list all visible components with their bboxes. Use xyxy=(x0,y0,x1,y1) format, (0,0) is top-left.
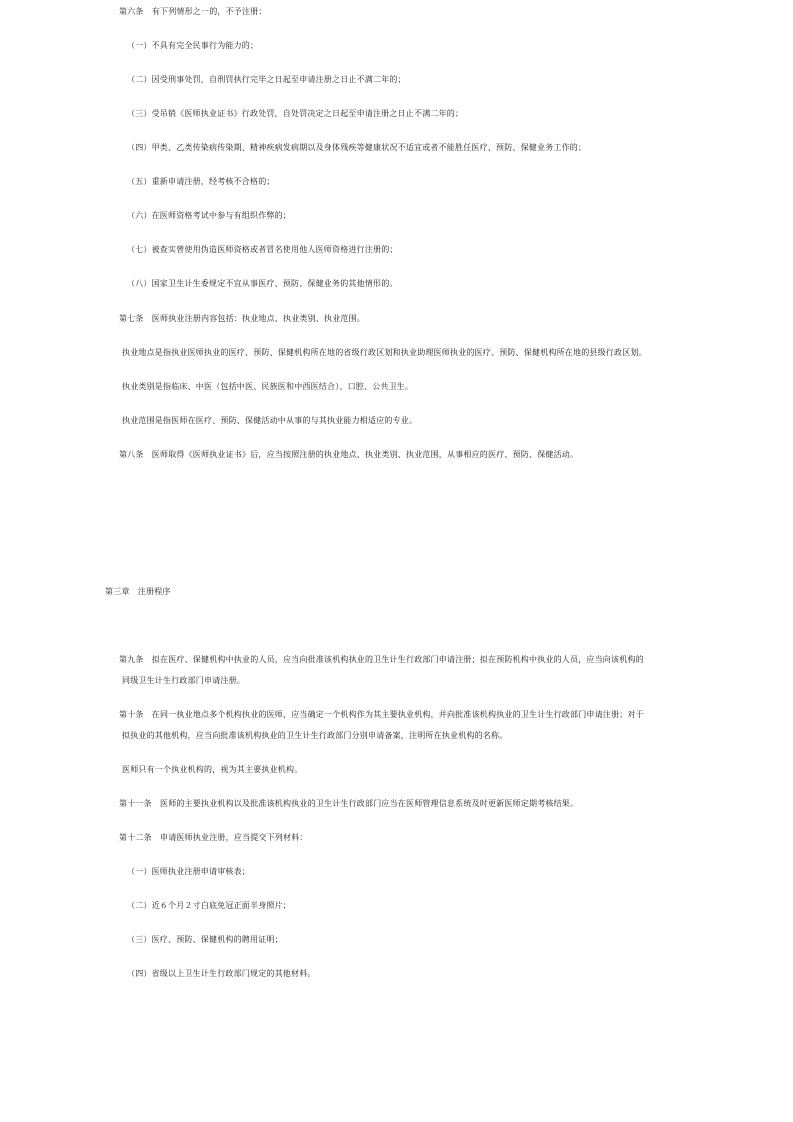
article-12-heading: 第十二条 申请医师执业注册，应当提交下列材料： xyxy=(119,833,308,842)
chapter-3-title: 第三章 注册程序 xyxy=(105,587,171,596)
article-7-heading: 第七条 医师执业注册内容包括：执业地点、执业类别、执业范围。 xyxy=(119,314,365,323)
article-11-heading: 第十一条 医师的主要执业机构以及批准该机构执业的卫生计生行政部门应当在医师管理信息系统及时更新医师定期考核结果。 xyxy=(119,799,579,808)
article-12-item-4: （四）省级以上卫生计生行政部门规定的其他材料。 xyxy=(127,969,316,978)
article-10-line-1: 第十条 在同一执业地点多个机构执业的医师，应当确定一个机构作为其主要执业机构，并向批准该机构执业的卫生计生行政部门申请注册；对于 xyxy=(119,710,644,719)
article-6-item-3: （三）受吊销《医师执业证书》行政处罚，自处罚决定之日起至申请注册之日止不满二年的； xyxy=(127,109,464,118)
article-7-para-2: 执业类别是指临床、中医（包括中医、民族医和中西医结合）、口腔、公共卫生。 xyxy=(122,382,414,391)
article-9-line-2: 同级卫生计生行政部门申请注册。 xyxy=(122,676,245,685)
article-12-item-1: （一）医师执业注册申请审核表； xyxy=(127,867,250,876)
article-10-line-2: 拟执业的其他机构，应当向批准该机构执业的卫生计生行政部门分别申请备案，注明所在执业机构的名称。 xyxy=(122,731,508,740)
article-7-para-3: 执业范围是指医师在医疗、预防、保健活动中从事的与其执业能力相适应的专业。 xyxy=(122,416,418,425)
article-6-item-4: （四）甲类、乙类传染病传染期、精神疾病发病期以及身体残疾等健康状况不适宜或者不能胜任医疗、预防、保健业务工作的； xyxy=(127,143,587,152)
article-6-item-5: （五）重新申请注册，经考核不合格的； xyxy=(127,177,275,186)
article-6-item-6: （六）在医师资格考试中参与有组织作弊的； xyxy=(127,211,291,220)
article-6-item-8: （八）国家卫生计生委规定不宜从事医疗、预防、保健业务的其他情形的。 xyxy=(127,279,398,288)
article-12-item-2: （二）近６个月２寸白底免冠正面半身照片； xyxy=(127,901,291,910)
article-10-para: 医师只有一个执业机构的，视为其主要执业机构。 xyxy=(122,765,303,774)
article-8-heading: 第八条 医师取得《医师执业证书》后，应当按照注册的执业地点、执业类别、执业范围，从事相应的医疗、预防、保健活动。 xyxy=(119,450,579,459)
article-12-item-3: （三）医疗、预防、保健机构的聘用证明； xyxy=(127,935,283,944)
article-9-line-1: 第九条 拟在医疗、保健机构中执业的人员，应当向批准该机构执业的卫生计生行政部门申请注册；拟在预防机构中执业的人员，应当向该机构的 xyxy=(119,655,644,664)
article-6-item-1: （一）不具有完全民事行为能力的； xyxy=(127,41,259,50)
article-6-item-2: （二）因受刑事处罚，自刑罚执行完毕之日起至申请注册之日止不满二年的； xyxy=(127,75,406,84)
article-6-heading: 第六条 有下列情形之一的，不予注册： xyxy=(119,7,267,16)
article-7-para-1: 执业地点是指执业医师执业的医疗、预防、保健机构所在地的省级行政区划和执业助理医师执业的医疗、预防、保健机构所在地的县级行政区划。 xyxy=(122,348,647,357)
article-6-item-7: （七）被查实曾使用伪造医师资格或者冒名使用他人医师资格进行注册的； xyxy=(127,245,398,254)
